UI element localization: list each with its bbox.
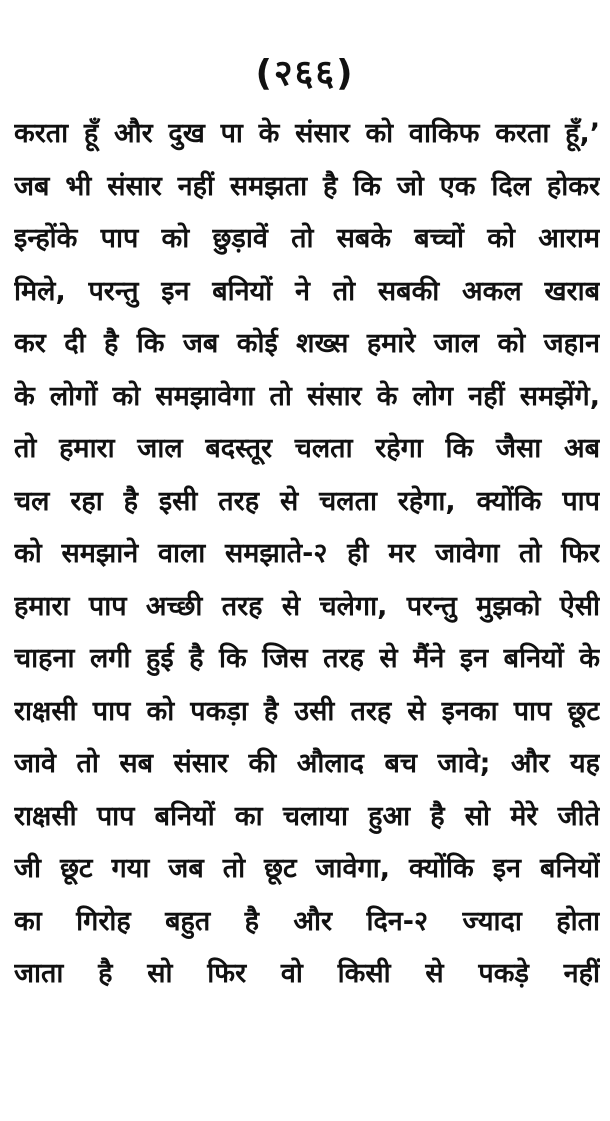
- text-line: इन्होंके पाप को छुड़ावें तो सबके बच्चों को आराम: [14, 223, 600, 254]
- text-line: कर दी है कि जब कोई शख्स हमारे जाल को जहान: [14, 328, 600, 359]
- text-line: मिले, परन्तु इन बनियों ने तो सबकी अकल खराब: [14, 275, 600, 307]
- body-text: [14, 108, 600, 1001]
- text-line: के लोगों को समझावेगा तो संसार के लोग नहीं समझेंगे,: [14, 380, 600, 412]
- text-line: जब भी संसार नहीं समझता है कि जो एक दिल होकर: [14, 170, 600, 202]
- text-line: तो हमारा जाल बदस्तूर चलता रहेगा कि जैसा अब: [14, 433, 600, 464]
- text-line: राक्षसी पाप को पकड़ा है उसी तरह से इनका पाप छूट: [14, 695, 600, 727]
- text-line: करता हूँ और दुख पा के संसार को वाकिफ करता हूँ,’: [14, 118, 600, 149]
- text-line: जावे तो सब संसार की औलाद बच जावे; और यह: [14, 748, 600, 779]
- text-line: चल रहा है इसी तरह से चलता रहेगा, क्योंकि पाप: [14, 485, 600, 517]
- text-line: राक्षसी पाप बनियों का चलाया हुआ है सो मेरे जीते: [14, 800, 600, 832]
- text-line: जी छूट गया जब तो छूट जावेगा, क्योंकि इन बनियों: [14, 853, 600, 884]
- text-line: को समझाने वाला समझाते-२ ही मर जावेगा तो फिर: [14, 538, 600, 569]
- text-line: हमारा पाप अच्छी तरह से चलेगा, परन्तु मुझको ऐसी: [14, 590, 600, 622]
- text-line: चाहना लगी हुई है कि जिस तरह से मैंने इन बनियों के: [14, 643, 600, 674]
- text-line: जाता है सो फिर वो किसी से पकड़े नहीं: [14, 958, 600, 989]
- page-number: (२६६): [255, 53, 355, 94]
- text-line: का गिरोह बहुत है और दिन-२ ज्यादा होता: [14, 905, 600, 937]
